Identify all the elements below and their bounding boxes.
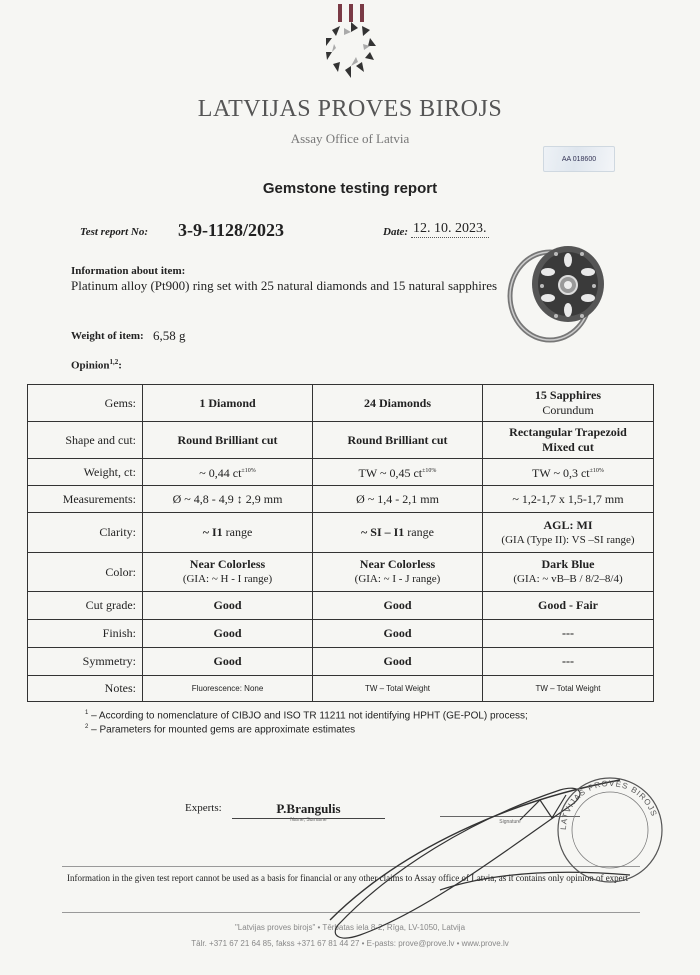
name-caption: Name, Surname [290, 817, 327, 823]
assay-office-logo [318, 4, 384, 82]
cell-weight-2: TW ~ 0,45 $ct^{\pm 10\%}$ [313, 459, 483, 486]
svg-text:LATVIJAS PROVES BIROJS: LATVIJAS PROVES BIROJS [558, 778, 659, 831]
date-label: Date: [383, 226, 409, 238]
row-label: Shape and cut: [28, 422, 143, 459]
row-label: Cut grade: [28, 592, 143, 620]
cell-cut-1: Good [143, 592, 313, 620]
footnote-2: $^2$ – Parameters for mounted gems are approximate estimates [85, 724, 356, 736]
table-row-finish [28, 620, 654, 648]
report-date: 12. 10. 2023. [413, 221, 487, 236]
cell-clarity-1: ~ I1 range [143, 513, 313, 553]
footer-address: "Latvijas proves birojs" • Tērbatas iela 8-2, Rīga, LV-1050, Latvija [234, 923, 466, 932]
table-row-cut-grade [28, 592, 654, 620]
footer-contacts: Tālr. +371 67 21 64 85, fakss +371 67 81 44 27 • E-pasts: prove@prove.lv • www.prove.lv [191, 939, 509, 948]
footnote-1: $^1$ – According to nomenclature of CIBJO and ISO TR 11211 not identifying HPHT (GE-POL) process; [85, 710, 528, 722]
row-label: Gems: [28, 385, 143, 422]
cell-weight-1: ~ 0,44 $ct^{\pm 10\%}$ [143, 459, 313, 486]
item-info-label: Information about item: [71, 265, 186, 277]
cell-meas-3: ~ 1,2-1,7 x 1,5-1,7 mm [483, 486, 654, 513]
row-label: Weight, ct: [28, 459, 143, 486]
expert-name: P.Brangulis [232, 801, 385, 819]
cell-meas-2: Ø ~ 1,4 - 2,1 mm [313, 486, 483, 513]
signature-caption: Signature [499, 819, 521, 825]
signature-line [440, 816, 580, 817]
cell-color-2: Near Colorless (GIA: ~ I - J range) [313, 553, 483, 592]
cell-finish-1: Good [143, 620, 313, 648]
divider [62, 866, 640, 867]
cell-symmetry-2: Good [313, 648, 483, 676]
row-label: Clarity: [28, 513, 143, 553]
table-row-color [28, 553, 654, 592]
table-row-gems [28, 385, 654, 422]
cell-notes-2: TW – Total Weight [313, 676, 483, 702]
cell-meas-1: Ø ~ 4,8 - 4,9 ↕ 2,9 mm [143, 486, 313, 513]
cell-shape-1: Round Brilliant cut [143, 422, 313, 459]
cell-color-3: Dark Blue (GIA: ~ vB–B / 8/2–8/4) [483, 553, 654, 592]
cell-weight-3: TW ~ 0,3 $ct^{\pm 10\%}$ [483, 459, 654, 486]
table-row-notes [28, 676, 654, 702]
disclaimer: Information in the given test report cannot be used as a basis for financial or any other claims to Assay office of Latvia, as it contains only opinion of expert [67, 873, 629, 883]
table-row-shape [28, 422, 654, 459]
report-number-label: Test report No: [80, 226, 149, 238]
report-number: 3-9-1128/2023 [178, 220, 284, 240]
cell-color-1: Near Colorless (GIA: ~ H - I range) [143, 553, 313, 592]
cell-cut-3: Good - Fair [483, 592, 654, 620]
cell-finish-2: Good [313, 620, 483, 648]
cell-symmetry-3: --- [483, 648, 654, 676]
table-row-weight [28, 459, 654, 486]
cell-clarity-3: AGL: MI (GIA (Type II): VS –SI range) [483, 513, 654, 553]
item-description: Platinum alloy (Pt900) ring set with 25 natural diamonds and 15 natural sapphires [71, 278, 498, 293]
cell-cut-2: Good [313, 592, 483, 620]
row-label: Notes: [28, 676, 143, 702]
row-label: Finish: [28, 620, 143, 648]
gem-results-table [27, 384, 654, 702]
document-title: Gemstone testing report [262, 180, 438, 197]
org-subtitle: Assay Office of Latvia [290, 131, 410, 146]
row-label: Symmetry: [28, 648, 143, 676]
opinion-label: Opinion$^{1,2}$: [71, 358, 122, 372]
divider [62, 912, 640, 913]
hologram-sticker: AA 018600 [543, 146, 615, 172]
table-row-symmetry [28, 648, 654, 676]
cell-notes-1: Fluorescence: None [143, 676, 313, 702]
org-name: LATVIJAS PROVES BIROJS [197, 96, 503, 122]
row-label: Color: [28, 553, 143, 592]
cell-finish-3: --- [483, 620, 654, 648]
item-weight-value: 6,58 g [153, 328, 186, 343]
cell-gem-3: 15 Sapphires Corundum [483, 385, 654, 422]
row-label: Measurements: [28, 486, 143, 513]
ring-photo [506, 238, 622, 346]
table-row-clarity [28, 513, 654, 553]
cell-gem-1: 1 Diamond [143, 385, 313, 422]
table-row-measurements [28, 486, 654, 513]
cell-symmetry-1: Good [143, 648, 313, 676]
experts-label: Experts: [185, 802, 222, 814]
cell-shape-3: Rectangular Trapezoid Mixed cut [483, 422, 654, 459]
cell-notes-3: TW – Total Weight [483, 676, 654, 702]
item-weight-label: Weight of item: [71, 330, 144, 342]
cell-clarity-2: ~ SI – I1 range [313, 513, 483, 553]
cell-shape-2: Round Brilliant cut [313, 422, 483, 459]
cell-gem-2: 24 Diamonds [313, 385, 483, 422]
